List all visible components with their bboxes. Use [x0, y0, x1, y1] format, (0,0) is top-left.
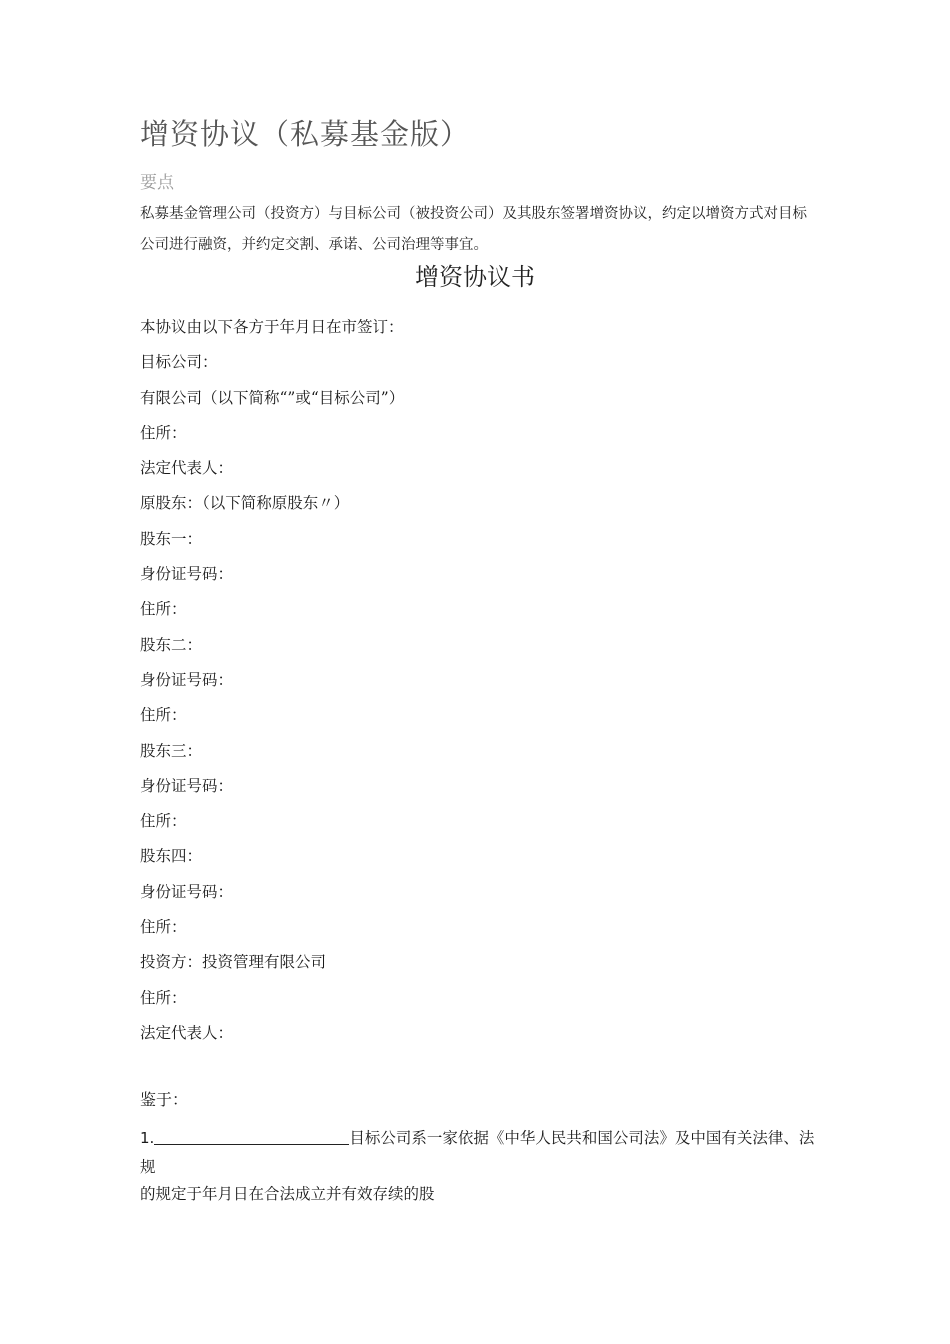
summary-text: 私募基金管理公司（投资方）与目标公司（被投资公司）及其股东签署增资协议，约定以增资方式对目标公司进行融资，并约定交割、承诺、公司治理等事宜。: [140, 206, 807, 253]
shareholder-1-address: 住所：: [140, 600, 187, 619]
agreement-title: 增资协议书: [415, 263, 535, 291]
shareholder-4-label: 股东四：: [140, 847, 203, 866]
shareholder-2-label: 股东二：: [140, 635, 203, 654]
shareholder-2-address: 住所：: [140, 706, 187, 725]
document-title: 增资协议（私募基金版）: [140, 117, 471, 151]
investor-label: 投资方：投资管理有限公司: [140, 953, 327, 972]
shareholder-4-address: 住所：: [140, 918, 187, 937]
whereas-heading: 鉴于：: [140, 1090, 189, 1109]
shareholder-3-label: 股东三：: [140, 741, 203, 760]
party-fields: [140, 310, 404, 1051]
clause-1: [140, 1124, 820, 1182]
signing-statement: 本协议由以下各方于年月日在市签订：: [140, 318, 404, 336]
shareholder-4-id: 身份证号码：: [140, 882, 234, 901]
target-company-label: 目标公司：: [140, 353, 218, 372]
target-company-address: 住所：: [140, 423, 187, 442]
investor-address: 住所：: [140, 988, 187, 1007]
clause-1-continued: 的规定于年月日在合法成立并有效存续的股: [140, 1185, 435, 1203]
investor-legal-rep: 法定代表人：: [140, 1023, 234, 1042]
target-company-name: 有限公司（以下简称“”或“目标公司”）: [140, 388, 405, 407]
shareholder-2-id: 身份证号码：: [140, 670, 234, 689]
clause-1-number: 1.: [140, 1129, 155, 1147]
target-company-legal-rep: 法定代表人：: [140, 459, 234, 478]
summary-label: 要点: [140, 173, 174, 193]
shareholder-3-address: 住所：: [140, 812, 187, 831]
shareholder-1-id: 身份证号码：: [140, 565, 234, 584]
shareholder-1-label: 股东一：: [140, 529, 203, 548]
fill-in-blank: [154, 1126, 349, 1145]
clause-1-text: 目标公司系一家依据《中华人民共和国公司法》及中国有关法律、法规: [140, 1129, 815, 1176]
shareholder-3-id: 身份证号码：: [140, 776, 234, 795]
original-shareholders-label: 原股东：（以下简称原股东〃）: [140, 494, 350, 513]
